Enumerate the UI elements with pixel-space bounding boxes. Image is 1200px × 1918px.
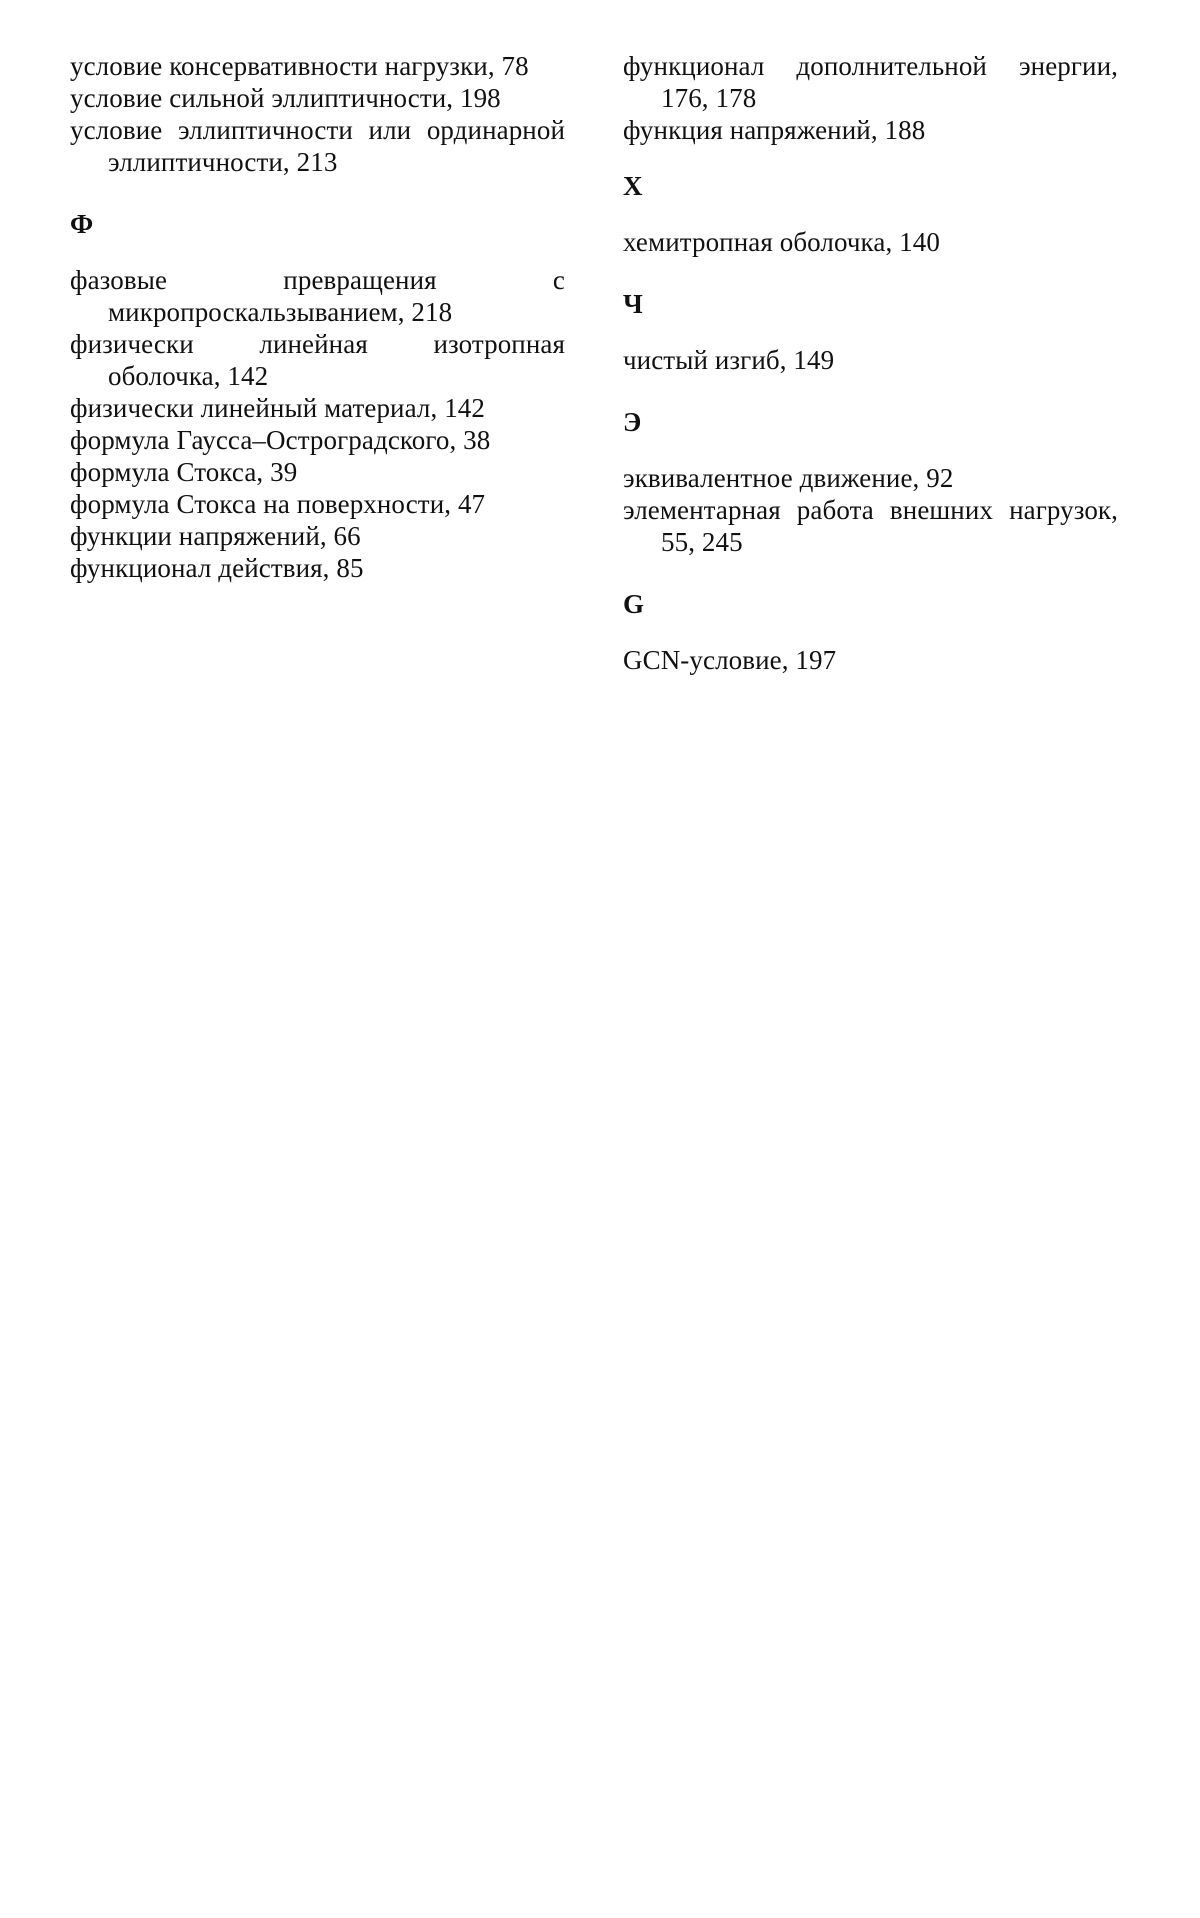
index-entry: физически линейная изотропная оболочка, 142 — [70, 329, 565, 391]
index-entry: формула Стокса на поверхности, 47 — [70, 489, 486, 519]
section-letter-heading: Э — [623, 407, 642, 437]
index-entry: фазовые превращения с микропроскальзыванием, 218 — [70, 265, 565, 327]
index-entry: хемитропная оболочка, 140 — [623, 227, 940, 257]
index-entry: функция напряжений, 188 — [623, 115, 926, 145]
section-letter-heading: Ч — [623, 289, 643, 319]
index-entry: формула Стокса, 39 — [70, 457, 298, 487]
section-letter-heading: G — [623, 589, 645, 619]
index-entry: условие консервативности нагрузки, 78 — [70, 51, 529, 81]
index-column-right — [623, 50, 1118, 676]
index-column-left — [70, 50, 565, 584]
index-entry: физически линейный материал, 142 — [70, 393, 486, 423]
index-entry: эквивалентное движение, 92 — [623, 463, 954, 493]
index-entry: GCN-условие, 197 — [623, 645, 837, 675]
index-entry: чистый изгиб, 149 — [623, 345, 835, 375]
index-entry: функционал действия, 85 — [70, 553, 364, 583]
index-entry: функционал дополнительной энергии, 176, 178 — [623, 51, 1118, 113]
index-entry: формула Гаусса–Остроградского, 38 — [70, 425, 491, 455]
index-entry: условие эллиптичности или ординарной эллиптичности, 213 — [70, 115, 565, 177]
index-entry: условие сильной эллиптичности, 198 — [70, 83, 501, 113]
section-letter-heading: Х — [623, 171, 643, 201]
index-entry: функции напряжений, 66 — [70, 521, 361, 551]
section-letter-heading: Ф — [70, 209, 94, 239]
index-entry: элементарная работа внешних нагрузок, 55, 245 — [623, 495, 1118, 557]
